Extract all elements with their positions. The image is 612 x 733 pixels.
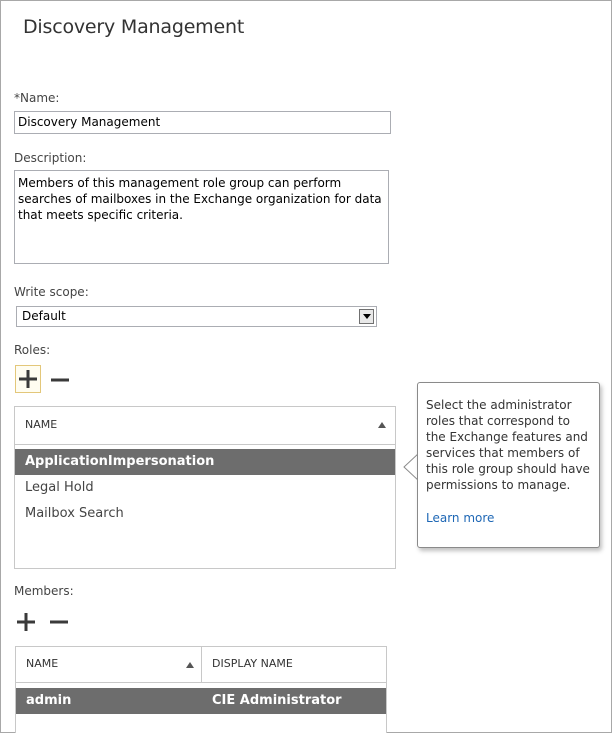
member-name: admin xyxy=(26,693,72,708)
table-row[interactable] xyxy=(15,449,395,475)
sort-ascending-icon[interactable] xyxy=(378,422,386,428)
members-table xyxy=(15,646,387,733)
remove-member-button[interactable] xyxy=(49,612,69,632)
member-display-name: CIE Administrator xyxy=(212,693,342,708)
plus-icon xyxy=(17,613,35,631)
dropdown-arrow-icon[interactable] xyxy=(359,309,374,324)
minus-icon xyxy=(51,371,69,389)
description-textarea[interactable]: Members of this management role group can perform searches of mailboxes in the Exchange organization for data that meets specific criteria. xyxy=(14,170,389,264)
members-label: Members: xyxy=(14,584,74,598)
write-scope-value: Default xyxy=(22,309,66,323)
role-name: Mailbox Search xyxy=(25,506,124,521)
roles-table xyxy=(14,406,396,569)
members-table-header xyxy=(16,647,386,683)
role-name: Legal Hold xyxy=(25,480,94,495)
write-scope-select[interactable] xyxy=(16,306,377,327)
name-input[interactable]: Discovery Management xyxy=(14,111,391,134)
table-row[interactable] xyxy=(15,475,395,501)
column-divider xyxy=(386,647,387,683)
table-row[interactable] xyxy=(16,688,386,714)
plus-icon xyxy=(19,370,37,388)
role-name: ApplicationImpersonation xyxy=(25,454,215,469)
name-label: *Name: xyxy=(14,91,60,105)
sort-ascending-icon[interactable] xyxy=(186,662,194,668)
callout-text: Select the administrator roles that correspond to the Exchange features and services that members of this role group should have permissions to manage. xyxy=(426,398,590,492)
roles-table-header xyxy=(15,407,395,445)
table-row[interactable] xyxy=(15,501,395,527)
add-member-button[interactable] xyxy=(16,612,36,632)
add-role-button[interactable] xyxy=(15,365,41,393)
page-title: Discovery Management xyxy=(23,16,245,38)
write-scope-label: Write scope: xyxy=(14,285,89,299)
column-header-display-name[interactable]: DISPLAY NAME xyxy=(212,657,293,670)
minus-icon xyxy=(50,613,68,631)
description-label: Description: xyxy=(14,151,87,165)
remove-role-button[interactable] xyxy=(50,370,70,390)
column-header-name[interactable]: NAME xyxy=(25,418,58,431)
learn-more-link[interactable]: Learn more xyxy=(426,511,495,525)
column-header-name[interactable]: NAME xyxy=(26,657,59,670)
roles-label: Roles: xyxy=(14,343,51,357)
column-divider xyxy=(201,647,202,683)
help-callout xyxy=(417,382,600,548)
